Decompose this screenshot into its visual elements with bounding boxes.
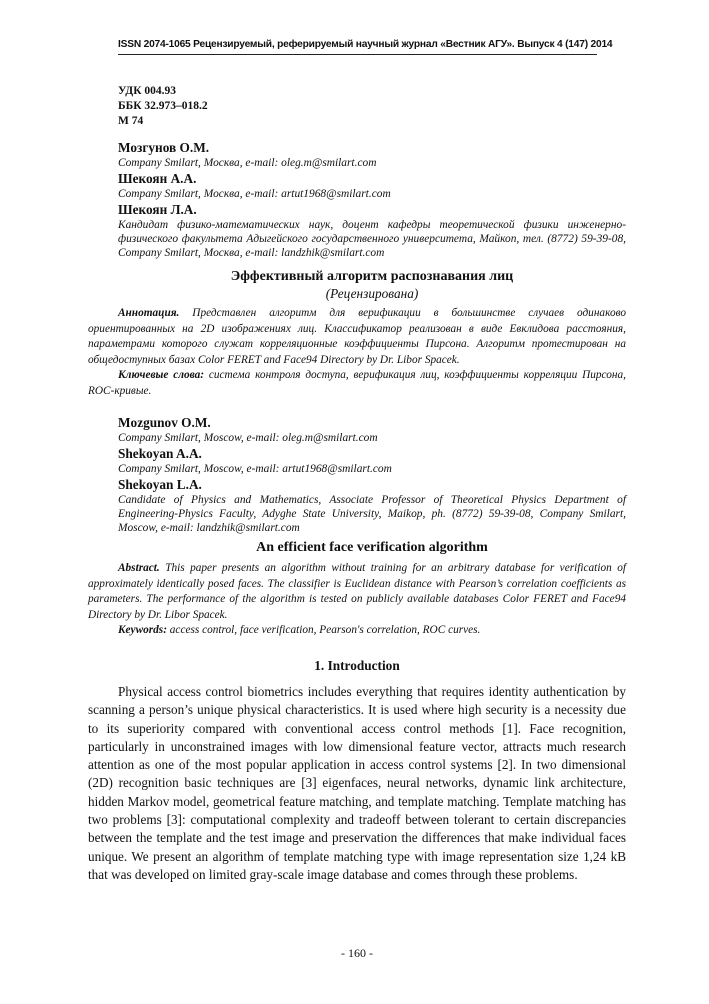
author-name: Мозгунов О.М. bbox=[118, 140, 210, 155]
author-affiliation: Candidate of Physics and Mathematics, Associate Professor of Theoretical Physics Department of Engineering-Physics Faculty, Adyghe State University, Maikop, ph. (8772) 59-39-08, Company Smilart, Moscow, e-mail: landzhik@smilart.com bbox=[118, 494, 626, 534]
abstract-text: This paper presents an algorithm without training for an arbitrary database for verification of approximately identically posed faces. The classifier is Euclidean distance with Pearson’s correlation coefficients as parameters. The performance of the algorithm is tested on publicly available databases Color FERET and Face94 Directory by Dr. Libor Spacek. bbox=[88, 562, 626, 621]
author-name: Mozgunov O.M. bbox=[118, 415, 211, 430]
classification-codes bbox=[118, 84, 208, 129]
author-affiliation: Кандидат физико-математических наук, доцент кафедры теоретической физики инженерно-физического факультета Адыгейского государственного университета, Майкоп, тел. (8772) 59-39-08, Company Smilart, Москва, e-mail: landzhik@smilart.com bbox=[118, 219, 626, 259]
review-note: (Рецензирована) bbox=[325, 286, 419, 301]
keywords-text: система контроля доступа, верификация лиц, коэффициенты корреляции Пирсона, ROC-кривые. bbox=[88, 369, 626, 397]
paper-title-ru: Эффективный алгоритм распознавания лиц bbox=[230, 269, 514, 284]
running-header: ISSN 2074-1065 Рецензируемый, реферируемый научный журнал «Вестник АГУ». Выпуск 4 (147) 2014 bbox=[118, 39, 613, 50]
header-rule bbox=[118, 54, 597, 55]
author-name: Шекоян Л.А. bbox=[118, 202, 197, 217]
paper-title-en: An efficient face verification algorithm bbox=[256, 540, 488, 555]
body-paragraph: Physical access control biometrics includes everything that requires identity authentication by scanning a person’s unique physical characteristics. It is used where high security is a necessity due to its superiority compared with conventional access control methods [1]. Face recognition, particularly in unconstrained images with low dimensional feature vector, attracts much research attention as one of the most popular application in access control systems [2]. In two dimensional (2D) recognition basic techniques are [3] eigenfaces, neural networks, dynamic link architecture, hidden Markov model, geometrical feature matching, and template matching. Template matching has two problems [3]: computational complexity and tradeoff between tolerant to certain discrepancies between the template and the test image and preservation the differences that make individual faces unique. We present an algorithm of template matching type with image representation size 1,24 kB that was developed on limited gray-scale image database and comes through these problems. bbox=[88, 684, 626, 882]
author-affiliation: Company Smilart, Москва, e-mail: oleg.m@smilart.com bbox=[118, 157, 377, 169]
author-affiliation: Company Smilart, Москва, e-mail: artut1968@smilart.com bbox=[118, 188, 391, 200]
abstract-en bbox=[88, 561, 626, 639]
keywords-text: access control, face verification, Pearson's correlation, ROC curves. bbox=[166, 624, 481, 636]
authors-en bbox=[118, 414, 626, 535]
page-number: - 160 - bbox=[341, 946, 373, 960]
bbk-code: ББК 32.973–018.2 bbox=[118, 100, 208, 112]
abstract-ru bbox=[88, 306, 626, 399]
authors-ru bbox=[118, 139, 626, 260]
author-name: Shekoyan L.A. bbox=[118, 477, 202, 492]
udk-code: УДК 004.93 bbox=[118, 85, 177, 97]
keywords-label: Ключевые слова: bbox=[118, 369, 205, 381]
author-name: Шекоян А.А. bbox=[118, 171, 197, 186]
abstract-label: Аннотация. bbox=[118, 307, 180, 319]
body-text bbox=[88, 683, 626, 884]
author-affiliation: Company Smilart, Moscow, e-mail: artut1968@smilart.com bbox=[118, 463, 392, 475]
abstract-label: Abstract. bbox=[118, 562, 160, 574]
keywords-label: Keywords: bbox=[118, 624, 167, 636]
title-block-ru bbox=[118, 268, 626, 302]
m-code: М 74 bbox=[118, 115, 144, 127]
author-name: Shekoyan A.A. bbox=[118, 446, 202, 461]
section-heading: 1. Introduction bbox=[314, 658, 400, 673]
author-affiliation: Company Smilart, Moscow, e-mail: oleg.m@smilart.com bbox=[118, 432, 378, 444]
abstract-text: Представлен алгоритм для верификации в большинстве случаев одинаково ориентированных на 2D изображениях лиц. Классификатор реализован в виде Евклидова расстояния, параметрами которого служат корреляционные коэффициенты Пирсона. Алгоритм протестирован на общедоступных базах Color FERET and Face94 Directory by Dr. Libor Spacek. bbox=[88, 307, 626, 366]
